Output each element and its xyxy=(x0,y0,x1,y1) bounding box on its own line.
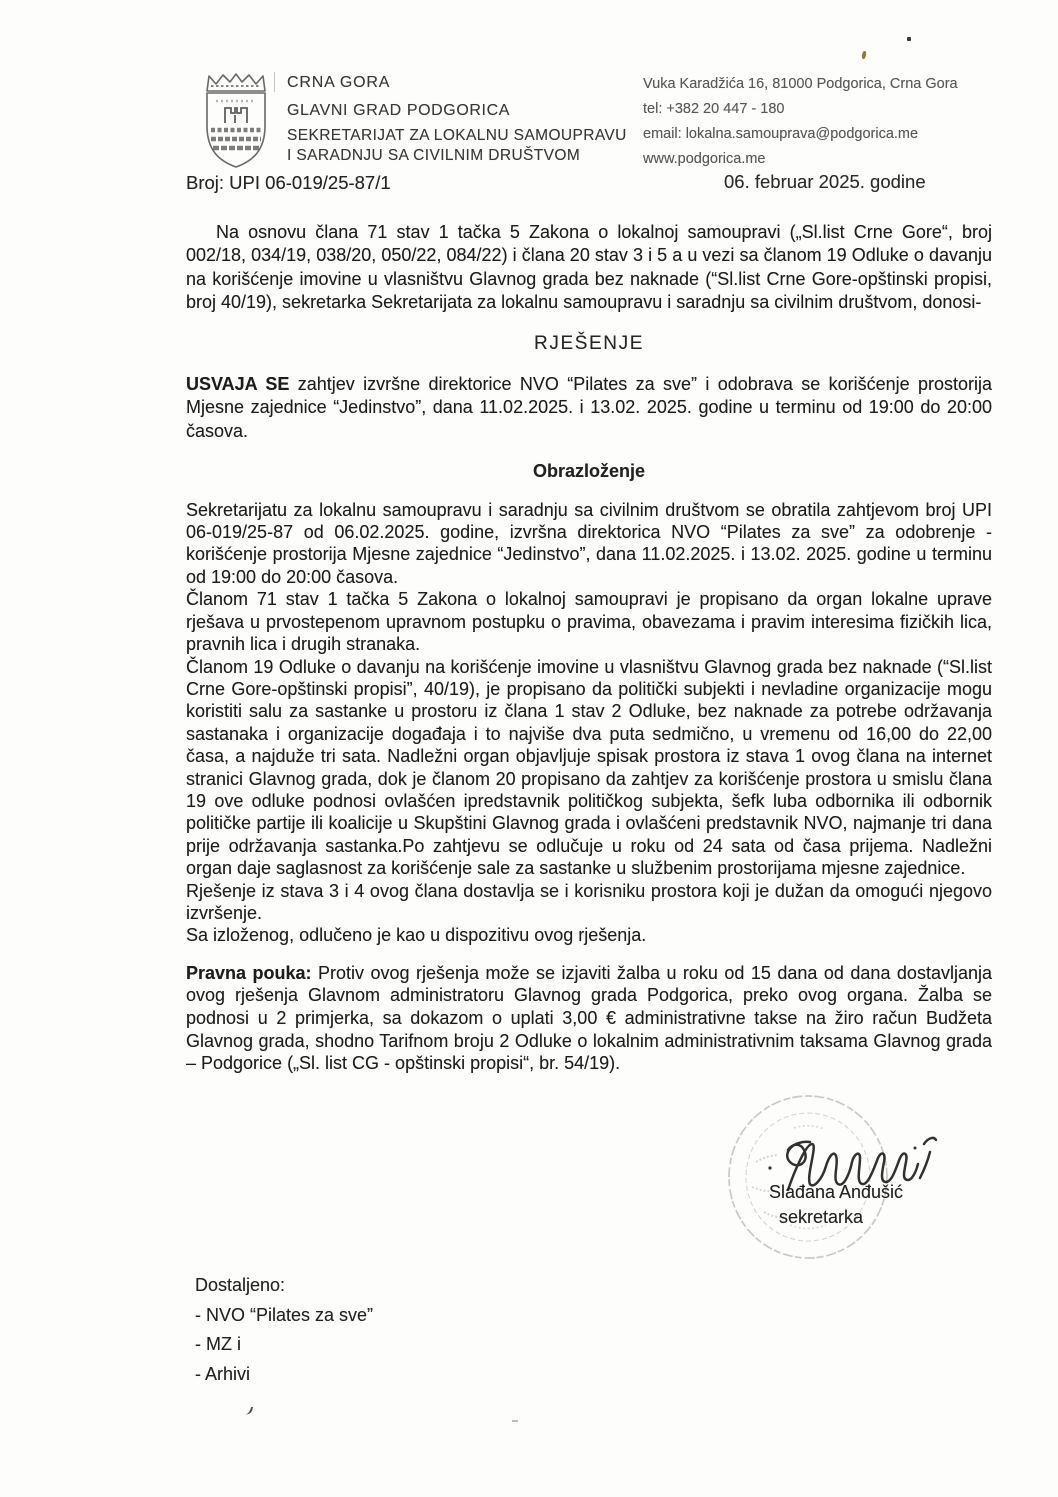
org-phone: tel: +382 20 447 - 180 xyxy=(643,101,785,117)
signatory-role: sekretarka xyxy=(778,1207,864,1227)
explanation-paragraph: Sekretarijatu za lokalnu samoupravu i saradnju sa civilnim društvom se obratila zahtjevom broj UPI 06-019/25-87 od 06.02.2025. godine, izvršna direktorica NVO “Pilates za sve” za odobrenje - korišćenje prostorija Mjesne zajednice “Jedinstvo”, dana 11.02.2025. i 13.02. 2025. godine u terminu od 19:00 do 20:00 časova. xyxy=(186,499,992,587)
delivered-item: - MZ i xyxy=(195,1334,241,1354)
decision-text: zahtjev izvršne direktorice NVO “Pilates za sve” i odobrava se korišćenje prostorija Mjesne zajednice “Jedinstvo”, dana 11.02.2025. i 13.02. 2025. godine u terminu od 19:00 do 20:00 časova. xyxy=(186,374,992,441)
legal-remedy-paragraph xyxy=(186,962,992,1075)
delivered-label: Dostaljeno: xyxy=(195,1275,286,1295)
scan-speck xyxy=(907,37,911,41)
legal-remedy-bold-label: Pravna pouka: xyxy=(186,962,312,983)
org-secretariat-line2: I SARADNJU SA CIVILNIM DRUŠTVOM xyxy=(287,147,581,164)
explanation-paragraph: Rješenje iz stava 3 i 4 ovog člana dostavlja se i korisniku prostora koji je dužan da omogući njegovo izvršenje. xyxy=(186,880,992,923)
explanation-paragraph: Članom 19 Odluke o davanju na korišćenje imovine u vlasništvu Glavnog grada bez naknade (“Sl.list Crne Gore-opštinski propisi”, 40/19), je propisano da politički subjekti i nevladine organizacije mogu koristiti salu za sastanke u prostoru iz člana 1 stav 2 Odluke, bez naknade za potrebe održavanja sastanaka i organizacije događaja i to najviše dva puta sedmično, u vremenu od 16,00 do 22,00 časa, a najduže tri sata. Nadležni organ objavljuje spisak prostora iz stava 1 ovog člana na internet stranici Glavnog grada, dok je članom 20 propisano da zahtjev za korišćenje prostora u smislu člana 19 ove odluke podnosi ovlašćen ipredstavnik političkog subjekta, šefk luba odbornika ili odbornik političke partije ili koalicije u Skupštini Glavnog grada i ovlašćeni predstavnik NVO, najmanje tri dana prije održavanja sastanka.Po zahtjevu se odlučuje u roku od 24 sata od časa prijema. Nadležni organ daje saglasnost za korišćenje sale za sastanke u službenim prostorijama mjesne zajednice. xyxy=(186,656,992,879)
org-city: GLAVNI GRAD PODGORICA xyxy=(287,102,511,119)
coat-of-arms-icon xyxy=(198,68,274,174)
explanation-paragraph: Sa izloženog, odlučeno je kao u dispozitivu ovog rješenja. xyxy=(186,925,647,946)
document-body xyxy=(186,221,992,1075)
decision-bold-label: USVAJA SE xyxy=(186,374,290,395)
org-secretariat-line1: SEKRETARIJAT ZA LOKALNU SAMOUPRAVU xyxy=(287,127,627,144)
org-country: CRNA GORA xyxy=(287,74,391,91)
org-website: www.podgorica.me xyxy=(643,151,766,167)
delivered-item: - Arhivi xyxy=(195,1363,251,1384)
decision-paragraph xyxy=(186,373,992,443)
org-address: Vuka Karadžića 16, 81000 Podgorica, Crna Gora xyxy=(643,76,958,92)
scan-speck xyxy=(861,51,867,60)
letterhead-divider xyxy=(274,72,275,92)
scan-speck xyxy=(512,1420,518,1422)
scan-speck xyxy=(244,1405,253,1416)
legal-remedy-text: Protiv ovog rješenja može se izjaviti žalba u roku od 15 dana od dana dostavljanja ovog rješenja Glavnom administratoru Glavnog grada Podgorica, preko ovog organa. Žalba se podnosi u 2 primjerka, sa dokazom o uplati 3,00 € administrativne takse na žiro račun Budžeta Glavnog grada, shodno Tarifnom broju 2 Odluke o lokalnim administrativnim taksama Glavnog grada – Podgorice („Sl. list CG - opštinski propisi“, br. 54/19). xyxy=(186,962,992,1074)
delivered-item: - NVO “Pilates za sve” xyxy=(195,1304,374,1325)
delivered-to-block xyxy=(195,1271,373,1389)
letterhead-org-block xyxy=(287,74,627,165)
signatory-name: Slađana Anđušić xyxy=(768,1182,904,1202)
org-email: email: lokalna.samouprava@podgorica.me xyxy=(643,126,919,142)
explanation-title: Obrazloženje xyxy=(532,461,646,482)
preamble-paragraph: Na osnovu člana 71 stav 1 tačka 5 Zakona o lokalnoj samoupravi („Sl.list Crne Gore“, broj 002/18, 034/19, 038/20, 050/22, 084/22) i člana 20 stav 3 i 5 a u vezi sa članom 19 Odluke o davanju na korišćenje imovine u vlasništvu Glavnog grada bez naknade (“Sl.list Crne Gore-opštinski propisi, broj 40/19), sekretarka Sekretarijata za lokalnu samoupravu i saradnju sa civilnim društvom, donosi- xyxy=(186,222,992,313)
reference-number: Broj: UPI 06-019/25-87/1 xyxy=(186,172,391,193)
explanation-paragraph: Članom 71 stav 1 tačka 5 Zakona o lokalnoj samoupravi je propisano da organ lokalne uprave rješava u prvostepenom upravnom postupku o pravima, obavezama i pravim interesima fizičkih lica, pravnih lica i drugih stranaka. xyxy=(186,589,992,655)
document-date: 06. februar 2025. godine xyxy=(724,171,926,192)
decision-title: RJEŠENJE xyxy=(534,332,644,354)
letterhead-contact-block xyxy=(643,72,958,172)
official-stamp-icon xyxy=(729,1096,887,1258)
